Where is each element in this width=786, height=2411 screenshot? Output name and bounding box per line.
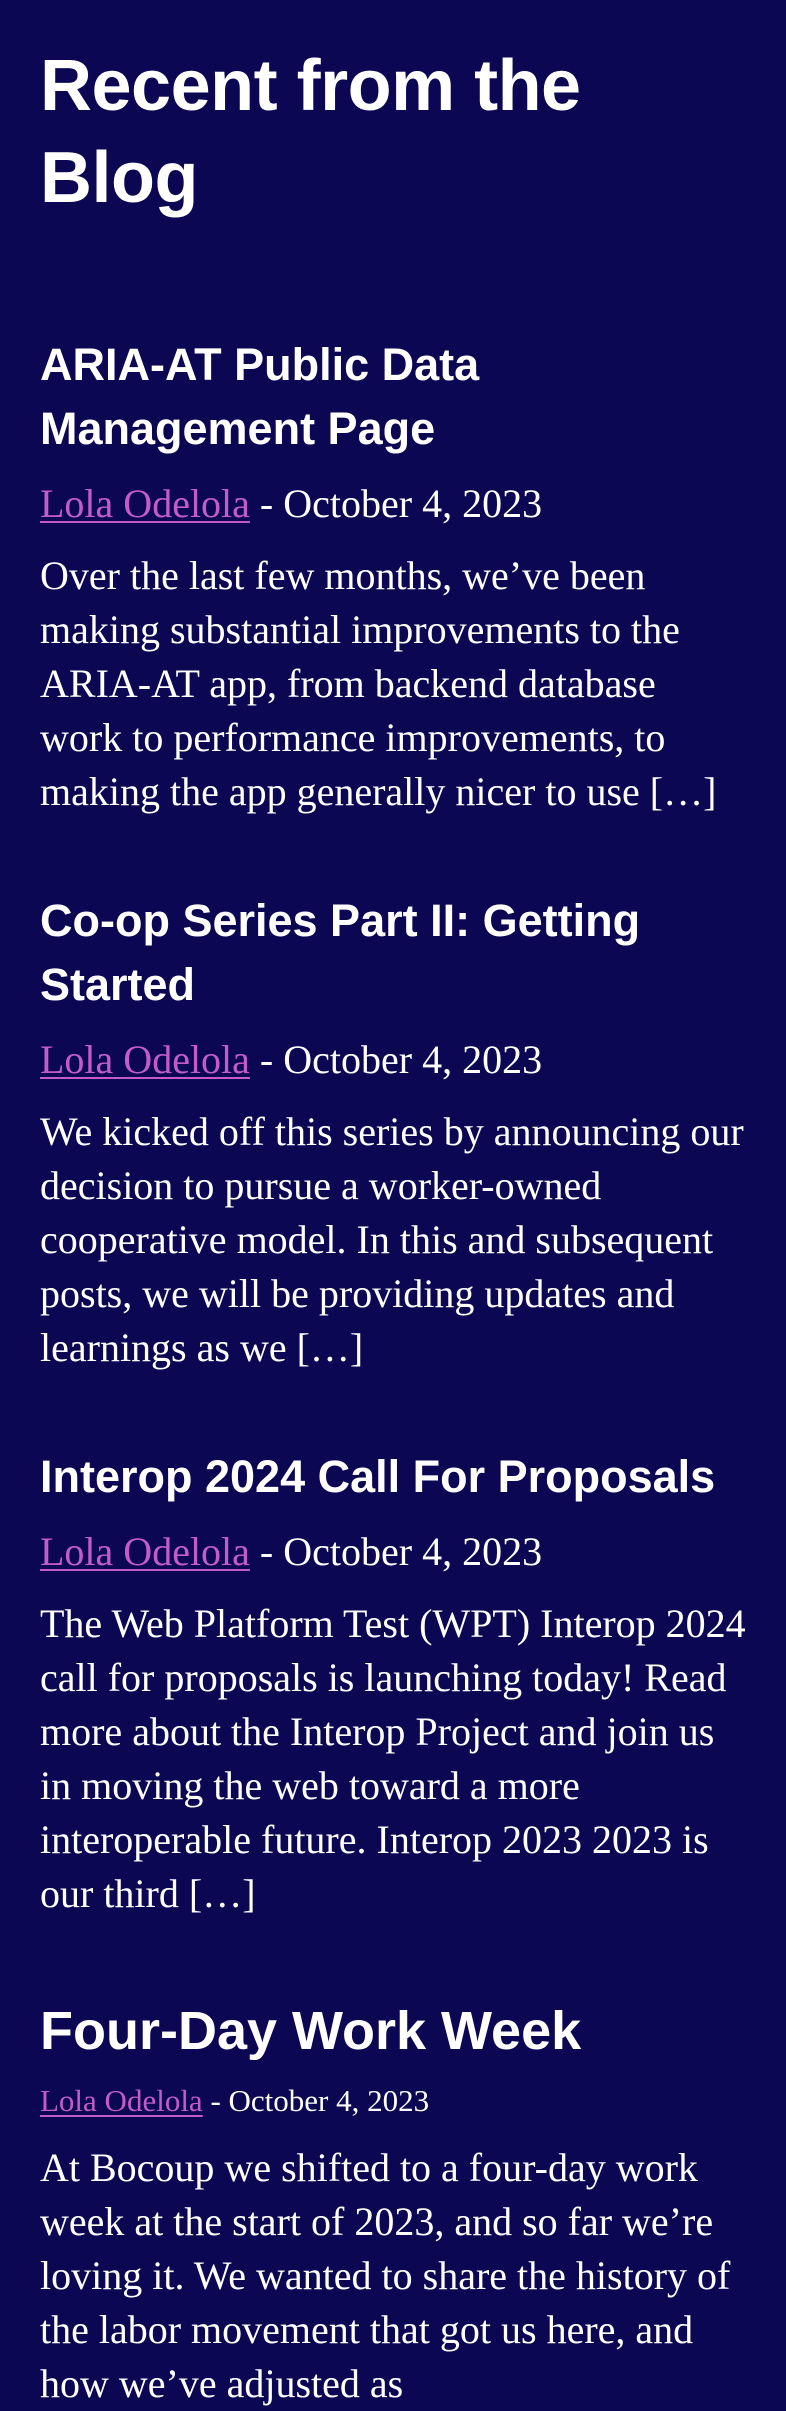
post-date: October 4, 2023	[283, 481, 543, 526]
author-link[interactable]: Lola Odelola	[40, 1529, 250, 1574]
post-date: October 4, 2023	[283, 1529, 543, 1574]
post-title[interactable]: ARIA-AT Public Data Management Page	[40, 339, 480, 454]
post-date: October 4, 2023	[283, 1037, 543, 1082]
post-title[interactable]: Interop 2024 Call For Proposals	[40, 1451, 716, 1502]
author-link[interactable]: Lola Odelola	[40, 2083, 203, 2118]
meta-separator: -	[202, 2083, 229, 2118]
post-excerpt: The Web Platform Test (WPT) Interop 2024 call for proposals is launching today! Read more about the Interop Project and join us in moving the web toward a more interoperable future. Interop 2023 2023 is our third […]	[40, 1601, 746, 1916]
meta-separator: -	[249, 1037, 284, 1082]
post-excerpt: At Bocoup we shifted to a four-day work week at the start of 2023, and so far we’re loving it. We wanted to share the history of the labor movement that got us here, and how we’ve adjusted as	[40, 2145, 731, 2406]
blog-post-coop-series	[40, 889, 746, 1375]
post-date: October 4, 2023	[228, 2083, 430, 2118]
page-title: Recent from the Blog	[40, 46, 581, 218]
blog-post-aria-at	[40, 333, 746, 819]
post-meta	[40, 475, 746, 533]
post-meta	[40, 1031, 746, 1089]
post-title[interactable]: Four-Day Work Week	[40, 2001, 582, 2061]
meta-separator: -	[249, 1529, 284, 1574]
post-title[interactable]: Co-op Series Part II: Getting Started	[40, 895, 641, 1010]
blog-post-four-day-week	[40, 1991, 746, 2411]
post-meta	[40, 1523, 746, 1581]
post-meta	[40, 2077, 746, 2125]
post-excerpt: We kicked off this series by announcing our decision to pursue a worker-owned cooperative model. In this and subsequent posts, we will be providing updates and learnings as we […]	[40, 1109, 744, 1370]
author-link[interactable]: Lola Odelola	[40, 1037, 250, 1082]
author-link[interactable]: Lola Odelola	[40, 481, 250, 526]
blog-post-interop-2024	[40, 1445, 746, 1921]
post-excerpt: Over the last few months, we’ve been making substantial improvements to the ARIA-AT app, from backend database work to performance improvements, to making the app generally nicer to use […]	[40, 553, 717, 814]
meta-separator: -	[249, 481, 284, 526]
